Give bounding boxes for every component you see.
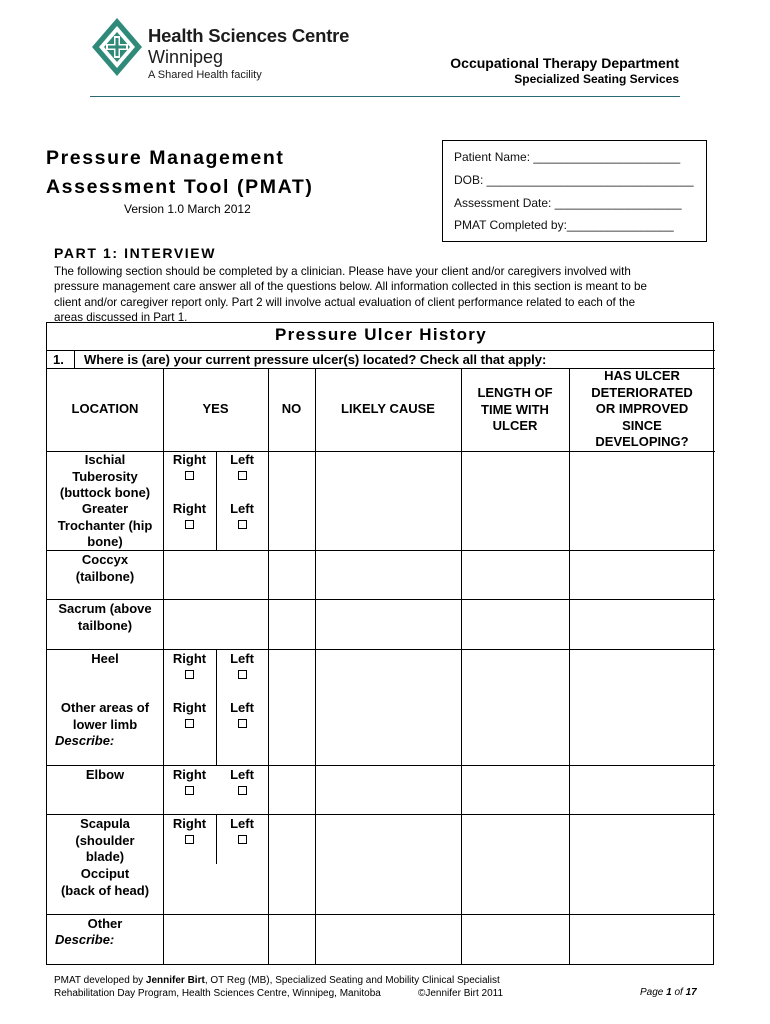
page-current: 1 (666, 987, 672, 998)
intro-line: areas discussed in Part 1. (54, 310, 188, 324)
page-number (640, 987, 697, 998)
footer-credit-prefix: PMAT developed by (54, 975, 146, 986)
footer-credit (54, 975, 500, 986)
row-other-lower-limb: Other areas of lower limb (60, 700, 150, 732)
patient-info-box (442, 140, 707, 242)
left-label: Left (230, 452, 254, 467)
right-option[interactable] (163, 767, 216, 799)
row-scapula: Scapula (shoulder blade) (75, 816, 135, 864)
intro-line: client and/or caregiver report only. Part 2 will involve actual evaluation of client performance related to each of the (54, 295, 636, 309)
part1-heading: PART 1: INTERVIEW (54, 245, 217, 261)
dob-field[interactable]: DOB: _______________________________ (454, 173, 694, 187)
department-name: Occupational Therapy Department (450, 55, 679, 71)
intro-line: The following section should be completed by a clinician. Please have your client and/or caregivers involved with (54, 265, 631, 278)
right-label: Right (172, 700, 207, 715)
right-checkbox[interactable] (185, 835, 194, 844)
left-checkbox[interactable] (238, 719, 247, 728)
question-text: Where is (are) your current pressure ulcer(s) located? Check all that apply: (84, 352, 547, 367)
org-name: Health Sciences Centre (148, 25, 350, 46)
hsc-logo (90, 16, 360, 86)
left-label: Left (230, 501, 254, 516)
right-option[interactable] (163, 501, 216, 533)
row-other: Other (87, 916, 123, 931)
part1-intro (54, 264, 714, 325)
right-option[interactable] (163, 816, 216, 848)
document-title-line1: Pressure Management (46, 147, 285, 169)
footer-credit-suffix: , OT Reg (MB), Specialized Seating and Mobility Clinical Specialist (204, 975, 500, 986)
footer-program: Rehabilitation Day Program, Health Sciences Centre, Winnipeg, Manitoba (54, 988, 381, 999)
question-number: 1. (53, 352, 64, 367)
left-label: Left (230, 767, 254, 782)
section-title: Pressure Ulcer History (275, 325, 487, 344)
right-checkbox[interactable] (185, 670, 194, 679)
col-yes-header: YES (202, 401, 229, 416)
intro-line: pressure management care answer all of the questions below. All information collected in this section is meant to be (54, 280, 647, 294)
left-option[interactable] (216, 700, 268, 732)
page-of: of (671, 987, 686, 998)
service-name: Specialized Seating Services (514, 72, 679, 86)
left-option[interactable] (216, 816, 268, 848)
org-tagline: A Shared Health facility (148, 69, 262, 81)
right-label: Right (172, 816, 207, 831)
right-label: Right (172, 452, 207, 467)
left-checkbox[interactable] (238, 471, 247, 480)
row-ischial-tuberosity: Ischial Tuberosity (buttock bone) (59, 452, 151, 500)
page-total: 17 (685, 987, 697, 998)
header-divider (90, 96, 680, 97)
page-prefix: Page (640, 987, 667, 998)
left-checkbox[interactable] (238, 670, 247, 679)
assessment-date-field[interactable]: Assessment Date: ___________________ (454, 196, 682, 210)
right-option[interactable] (163, 700, 216, 732)
footer-copyright: ©Jennifer Birt 2011 (418, 988, 504, 999)
col-likely-cause-header: LIKELY CAUSE (341, 401, 435, 416)
author-name: Jennifer Birt (145, 975, 205, 986)
right-option[interactable] (163, 651, 216, 683)
completed-by-field[interactable]: PMAT Completed by:________________ (454, 218, 674, 232)
left-option[interactable] (216, 651, 268, 683)
version-text: Version 1.0 March 2012 (124, 202, 251, 216)
describe-label: Describe: (55, 733, 115, 748)
col-deteriorated-header: HAS ULCER DETERIORATED OR IMPROVED SINCE DEVELOPING? (591, 368, 693, 449)
patient-name-field[interactable]: Patient Name: ______________________ (454, 150, 681, 164)
document-title-line2: Assessment Tool (PMAT) (46, 176, 314, 198)
left-label: Left (230, 651, 254, 666)
col-no-header: NO (281, 401, 302, 416)
right-label: Right (172, 767, 207, 782)
left-checkbox[interactable] (238, 786, 247, 795)
right-label: Right (172, 651, 207, 666)
row-elbow: Elbow (85, 767, 125, 782)
right-label: Right (172, 501, 207, 516)
right-checkbox[interactable] (185, 719, 194, 728)
right-checkbox[interactable] (185, 786, 194, 795)
right-checkbox[interactable] (185, 520, 194, 529)
left-option[interactable] (216, 501, 268, 533)
right-option[interactable] (163, 452, 216, 484)
col-location-header: LOCATION (71, 401, 139, 416)
left-checkbox[interactable] (238, 835, 247, 844)
row-occiput: Occiput (back of head) (60, 866, 150, 898)
right-checkbox[interactable] (185, 471, 194, 480)
left-option[interactable] (216, 452, 268, 484)
left-checkbox[interactable] (238, 520, 247, 529)
row-greater-trochanter: Greater Trochanter (hip bone) (57, 501, 153, 549)
row-sacrum: Sacrum (above tailbone) (58, 601, 152, 633)
col-length-header: LENGTH OF TIME WITH ULCER (477, 385, 553, 433)
hsc-logo-icon (90, 16, 144, 78)
describe-label: Describe: (55, 932, 115, 947)
row-heel: Heel (91, 651, 119, 666)
left-option[interactable] (216, 767, 268, 799)
left-label: Left (230, 816, 254, 831)
org-city: Winnipeg (148, 47, 224, 67)
row-coccyx: Coccyx (tailbone) (75, 552, 135, 584)
left-label: Left (230, 700, 254, 715)
pressure-ulcer-table (46, 322, 714, 965)
